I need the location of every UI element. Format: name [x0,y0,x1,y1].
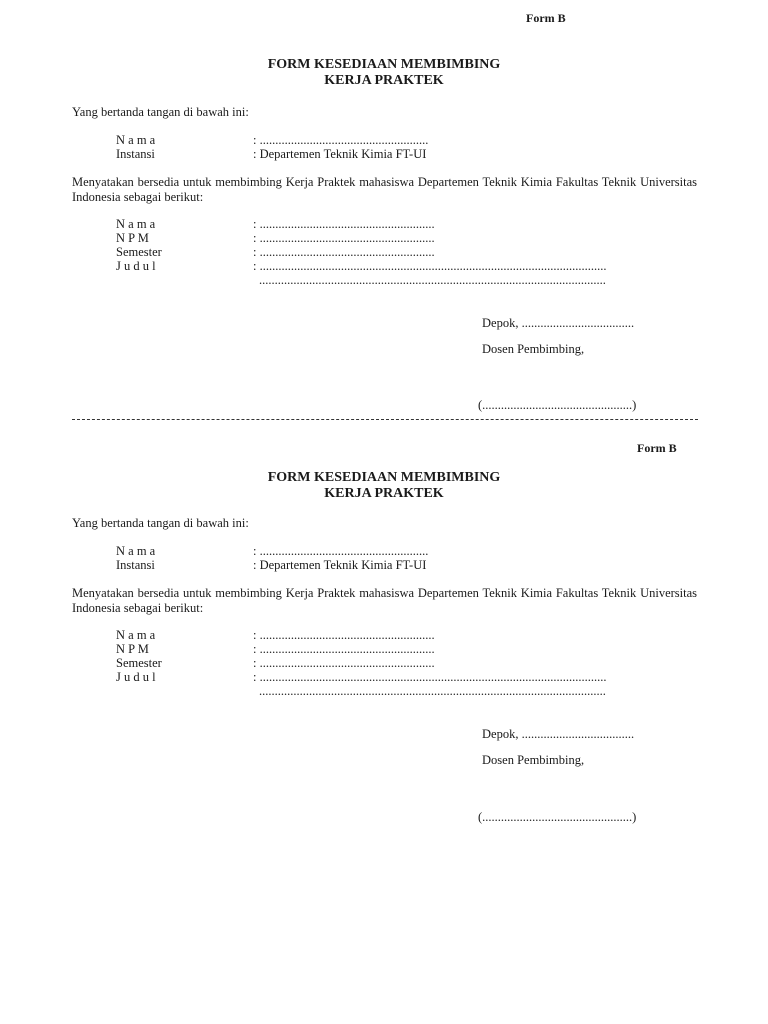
form-title-line1: FORM KESEDIAAN MEMBIMBING [267,57,501,72]
signer-name-field: : ...................................................... [253,133,429,147]
form-title-line2: KERJA PRAKTEK [324,73,444,88]
student-name-label: N a m a [116,217,156,231]
student-npm-label: N P M [116,642,149,656]
statement-text: Menyatakan bersedia untuk membimbing Kerja Praktek mahasiswa Departemen Teknik Kimia Fakultas Teknik Universitas Indonesia sebagai berikut: [72,586,697,615]
place-date: Depok, .................................... [482,727,635,741]
supervisor-label: Dosen Pembimbing, [482,342,585,356]
statement-text: Menyatakan bersedia untuk membimbing Kerja Praktek mahasiswa Departemen Teknik Kimia Fakultas Teknik Universitas Indonesia sebagai berikut: [72,175,697,204]
signer-name-field: : ...................................................... [253,544,429,558]
student-judul-field: : ............................................................................................................... [253,259,607,273]
intro-text: Yang bertanda tangan di bawah ini: [72,105,249,119]
signature-line: (................................................) [478,398,637,412]
signer-institution-value: : Departemen Teknik Kimia FT-UI [253,558,427,572]
intro-text: Yang bertanda tangan di bawah ini: [72,516,249,530]
form-code: Form B [526,11,566,25]
student-judul-label: J u d u l [116,670,156,684]
form-code: Form B [637,441,677,455]
supervisor-label: Dosen Pembimbing, [482,753,585,767]
student-name-label: N a m a [116,628,156,642]
student-npm-field: : ........................................................ [253,642,435,656]
student-npm-label: N P M [116,231,149,245]
place-date: Depok, .................................... [482,316,635,330]
student-judul-continuation: ............................................................................................................... [259,273,606,287]
student-judul-label: J u d u l [116,259,156,273]
student-semester-label: Semester [116,656,162,670]
student-judul-field: : ............................................................................................................... [253,670,607,684]
signer-name-label: N a m a [116,133,156,147]
student-name-field: : ........................................................ [253,628,435,642]
cut-line-divider [72,419,698,420]
signer-institution-label: Instansi [116,147,155,161]
form-title-line2: KERJA PRAKTEK [324,486,444,501]
student-name-field: : ........................................................ [253,217,435,231]
signer-institution-label: Instansi [116,558,155,572]
student-semester-field: : ........................................................ [253,656,435,670]
student-npm-field: : ........................................................ [253,231,435,245]
form-title-line1: FORM KESEDIAAN MEMBIMBING [267,470,501,485]
student-semester-field: : ........................................................ [253,245,435,259]
signer-name-label: N a m a [116,544,156,558]
signature-line: (................................................) [478,810,637,824]
signer-institution-value: : Departemen Teknik Kimia FT-UI [253,147,427,161]
student-semester-label: Semester [116,245,162,259]
student-judul-continuation: ............................................................................................................... [259,684,606,698]
